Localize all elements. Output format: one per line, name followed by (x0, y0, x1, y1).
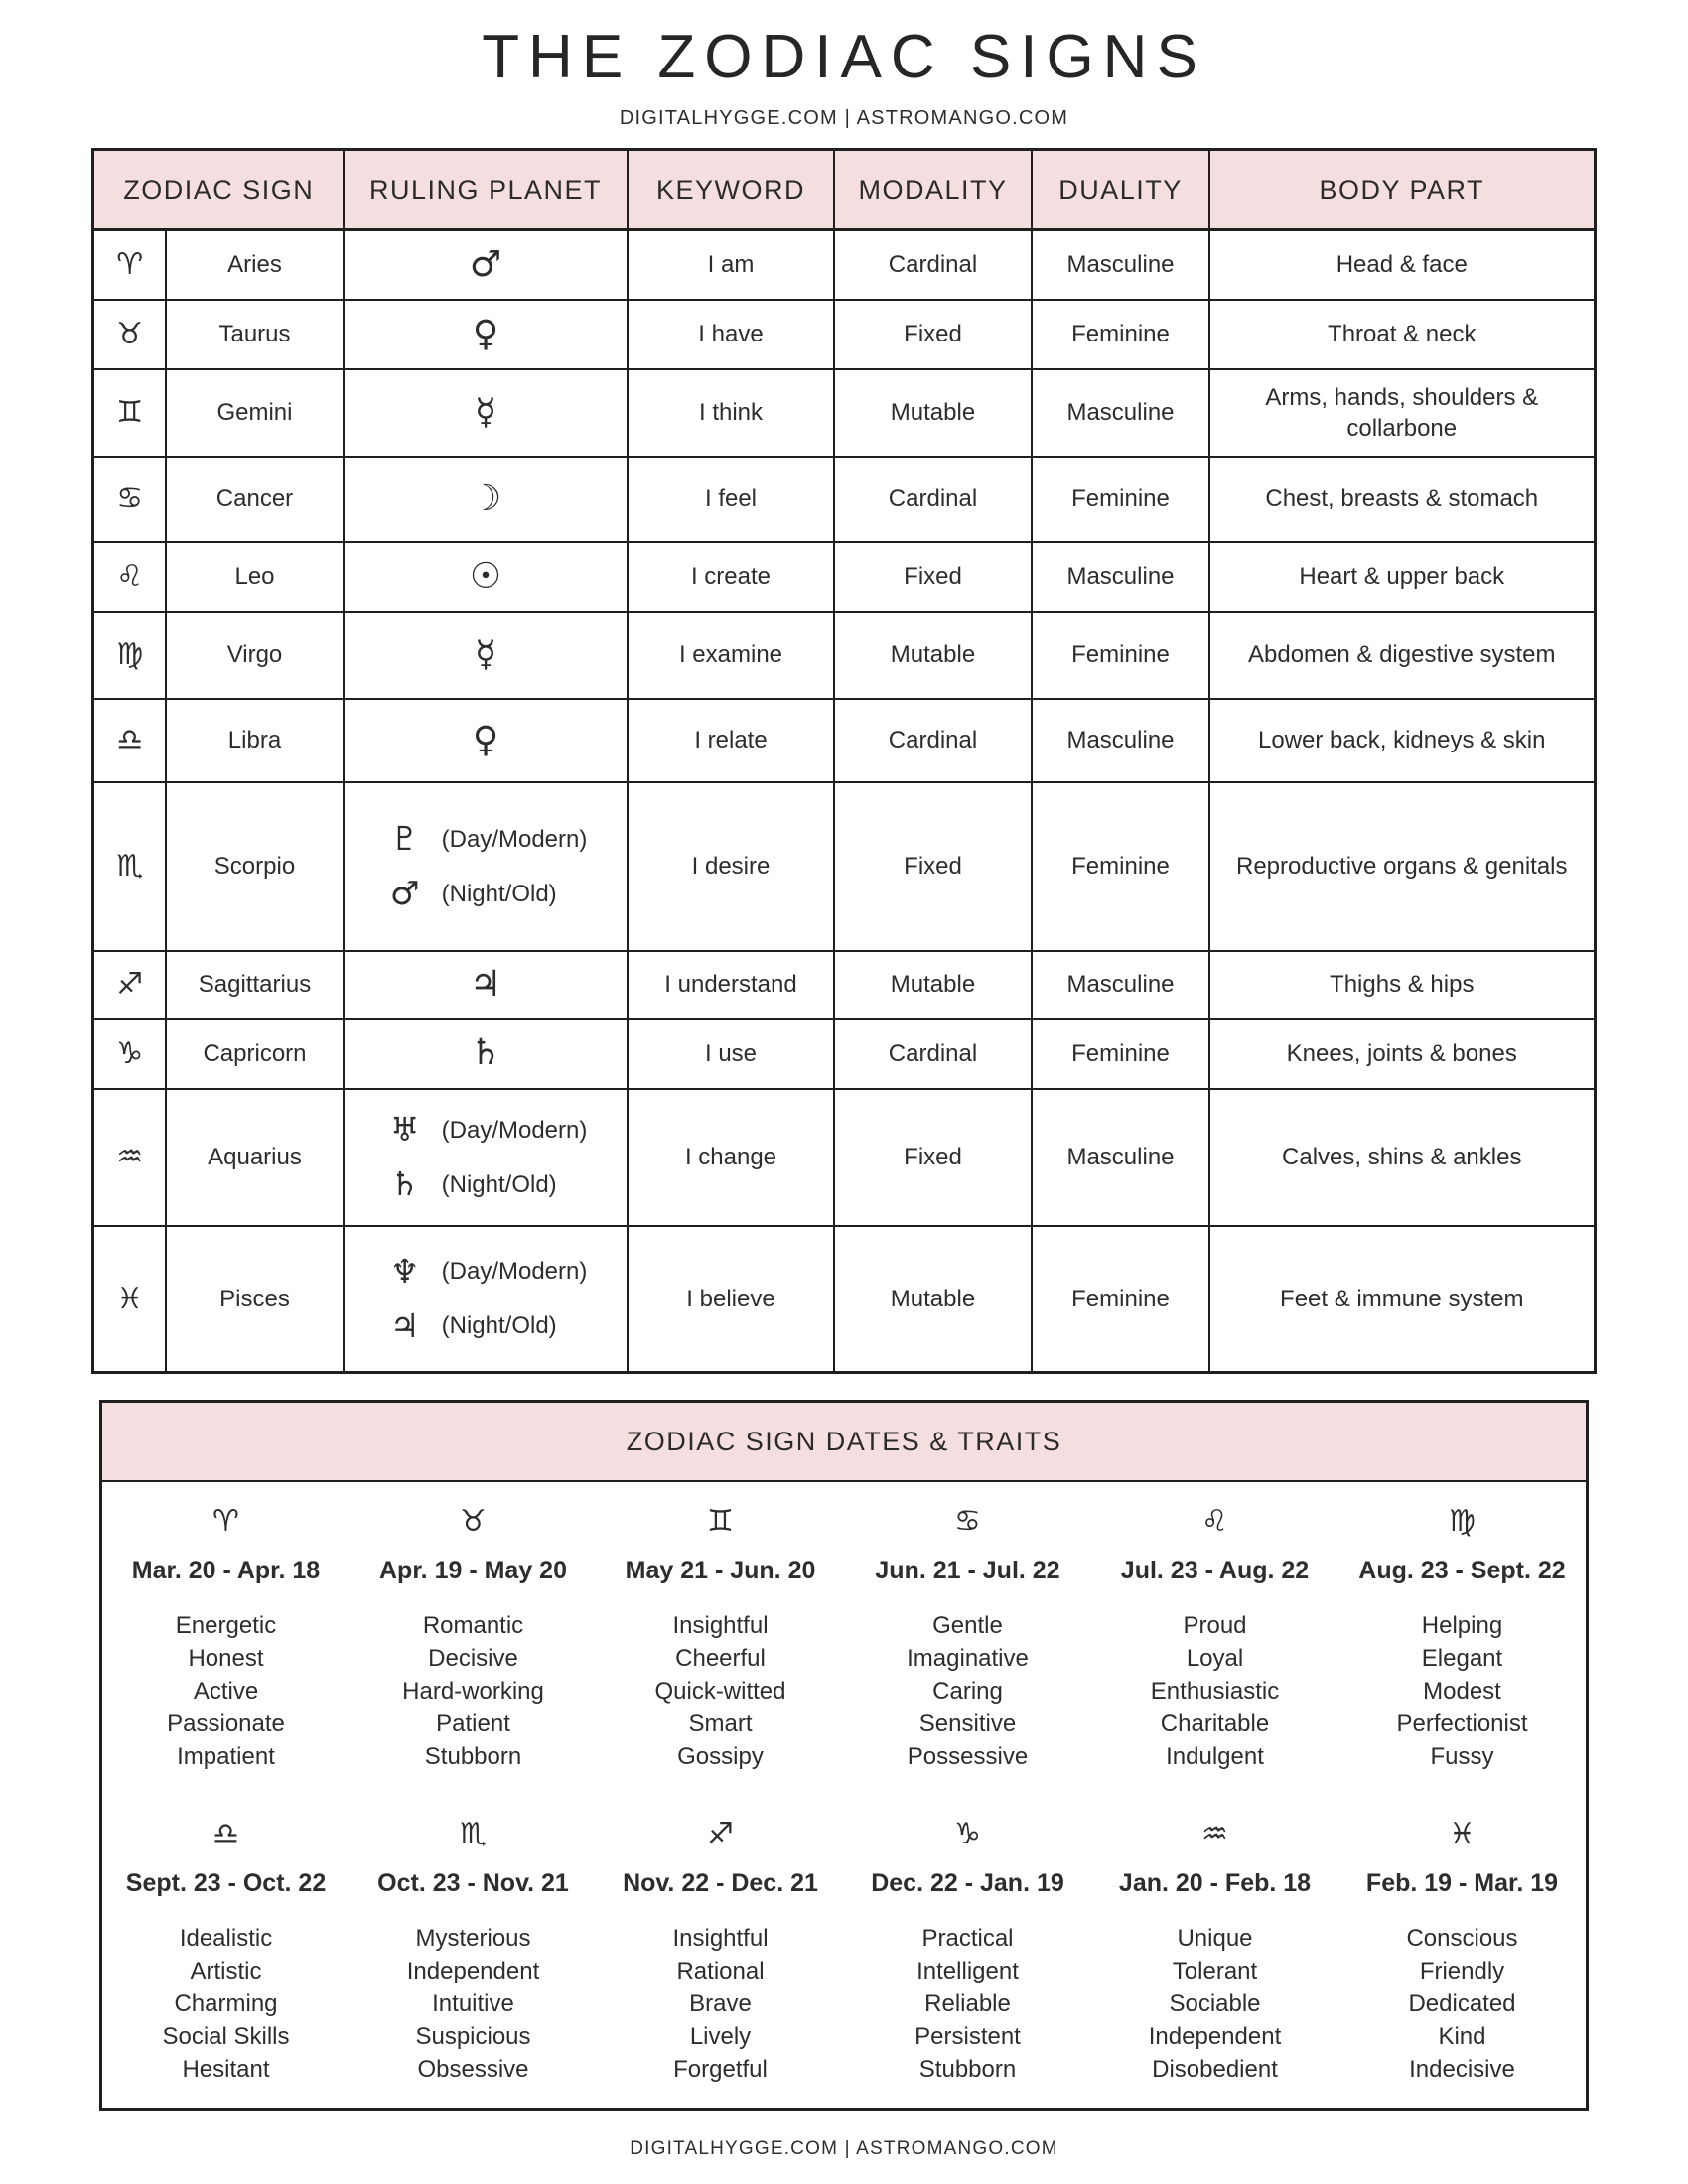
aries-modality: Cardinal (834, 230, 1032, 300)
uranus-icon: ♅ (389, 1110, 420, 1149)
mars-icon: ♂ (389, 874, 420, 912)
table-row-aquarius (93, 1089, 1595, 1226)
moon-icon: ☽ (469, 478, 502, 519)
sagittarius-name: Sagittarius (166, 951, 344, 1019)
trait-item: Unique (1177, 1925, 1253, 1952)
virgo-date-range: Aug. 23 - Sept. 22 (1358, 1557, 1566, 1584)
leo-date-range: Jul. 23 - Aug. 22 (1120, 1557, 1310, 1584)
trait-item: Sociable (1169, 1990, 1261, 2017)
capricorn-duality: Feminine (1032, 1019, 1209, 1089)
leo-duality: Masculine (1032, 542, 1209, 612)
sagittarius-ruling-planet-cell (344, 951, 628, 1019)
scorpio-icon: ♏ (460, 1817, 487, 1851)
capricorn-name: Capricorn (166, 1019, 344, 1089)
virgo-modality: Mutable (834, 612, 1032, 699)
libra-date-range: Sept. 23 - Oct. 22 (125, 1869, 327, 1897)
pisces-icon: ♓ (93, 1226, 166, 1373)
scorpio-icon: ♏ (93, 782, 166, 951)
dates-traits-section (99, 1400, 1589, 2111)
trait-item: Charitable (1160, 1710, 1270, 1737)
col-header-modality: MODALITY (834, 150, 1032, 230)
libra-icon: ♎ (93, 699, 166, 782)
zodiac-attributes-table (91, 148, 1596, 1374)
libra-keyword: I relate (628, 699, 834, 782)
trait-card-scorpio (350, 1795, 597, 2108)
planet-option (384, 1162, 588, 1206)
planet-option (384, 1250, 588, 1294)
trait-item: Fussy (1430, 1743, 1494, 1770)
scorpio-date-range: Oct. 23 - Nov. 21 (377, 1869, 569, 1897)
trait-item: Artistic (190, 1958, 262, 1984)
trait-item: Obsessive (417, 2056, 529, 2083)
page-title: THE ZODIAC SIGNS (482, 23, 1206, 91)
taurus-body-part: Throat & neck (1209, 300, 1595, 369)
table-row-scorpio (93, 782, 1595, 951)
jupiter-icon: ♃ (389, 1305, 420, 1345)
aries-date-range: Mar. 20 - Apr. 18 (131, 1557, 321, 1584)
sagittarius-trait-list (603, 1922, 838, 2086)
trait-item: Imaginative (907, 1645, 1029, 1672)
scorpio-planet-options (384, 806, 588, 926)
gemini-modality: Mutable (834, 369, 1032, 457)
trait-item: Insightful (672, 1925, 769, 1952)
sagittarius-duality: Masculine (1032, 951, 1209, 1019)
table-row-taurus (93, 300, 1595, 369)
aquarius-ruling-planet-cell (344, 1089, 628, 1226)
taurus-name: Taurus (166, 300, 344, 369)
sagittarius-keyword: I understand (628, 951, 834, 1019)
trait-item: Social Skills (162, 2023, 290, 2050)
trait-item: Charming (174, 1990, 278, 2017)
trait-item: Patient (436, 1710, 510, 1737)
aquarius-trait-list (1097, 1922, 1333, 2086)
capricorn-icon: ♑ (93, 1019, 166, 1089)
libra-trait-list (108, 1922, 344, 2086)
trait-card-aries (102, 1482, 350, 1795)
virgo-duality: Feminine (1032, 612, 1209, 699)
table-row-libra (93, 699, 1595, 782)
gemini-date-range: May 21 - Jun. 20 (625, 1557, 816, 1584)
scorpio-name: Scorpio (166, 782, 344, 951)
pisces-ruling-planet-cell (344, 1226, 628, 1373)
mercury-icon: ☿ (474, 391, 497, 433)
trait-item: Loyal (1186, 1645, 1244, 1672)
virgo-keyword: I examine (628, 612, 834, 699)
trait-item: Passionate (167, 1710, 285, 1737)
trait-item: Helping (1421, 1612, 1503, 1639)
leo-trait-list (1097, 1609, 1333, 1773)
virgo-name: Virgo (166, 612, 344, 699)
leo-icon: ♌ (1201, 1504, 1228, 1539)
trait-card-virgo (1338, 1482, 1586, 1795)
neptune-icon: ♆ (389, 1251, 420, 1291)
leo-modality: Fixed (834, 542, 1032, 612)
trait-item: Reliable (924, 1990, 1011, 2017)
capricorn-trait-list (850, 1922, 1085, 2086)
planet-note: (Day/Modern) (441, 1116, 588, 1144)
planet-note: (Day/Modern) (441, 825, 588, 853)
gemini-body-part: Arms, hands, shoulders & collarbone (1209, 369, 1595, 457)
trait-item: Hard-working (402, 1678, 544, 1705)
trait-item: Perfectionist (1396, 1710, 1528, 1737)
sagittarius-icon: ♐ (707, 1817, 734, 1851)
libra-modality: Cardinal (834, 699, 1032, 782)
aquarius-icon: ♒ (1201, 1817, 1228, 1851)
cancer-trait-list (850, 1609, 1085, 1773)
pisces-trait-list (1344, 1922, 1580, 2086)
planet-note: (Night/Old) (441, 1312, 557, 1340)
table-row-cancer (93, 457, 1595, 542)
capricorn-date-range: Dec. 22 - Jan. 19 (871, 1869, 1064, 1897)
table-row-gemini (93, 369, 1595, 457)
trait-card-leo (1091, 1482, 1338, 1795)
zodiac-table-body (93, 230, 1595, 1373)
gemini-ruling-planet-cell (344, 369, 628, 457)
taurus-icon: ♉ (460, 1504, 487, 1539)
trait-item: Romantic (422, 1612, 524, 1639)
pisces-date-range: Feb. 19 - Mar. 19 (1365, 1869, 1559, 1897)
capricorn-keyword: I use (628, 1019, 834, 1089)
trait-cards-grid (102, 1482, 1586, 2108)
gemini-name: Gemini (166, 369, 344, 457)
libra-body-part: Lower back, kidneys & skin (1209, 699, 1595, 782)
trait-item: Intuitive (432, 1990, 514, 2017)
trait-item: Independent (1148, 2023, 1282, 2050)
trait-item: Brave (689, 1990, 752, 2017)
mars-icon: ♂ (469, 243, 502, 285)
trait-item: Lively (689, 2023, 752, 2050)
capricorn-body-part: Knees, joints & bones (1209, 1019, 1595, 1089)
libra-duality: Masculine (1032, 699, 1209, 782)
trait-item: Possessive (907, 1743, 1029, 1770)
trait-card-sagittarius (597, 1795, 844, 2108)
sagittarius-icon: ♐ (93, 951, 166, 1019)
trait-item: Active (193, 1678, 259, 1705)
pluto-icon: ♇ (389, 819, 420, 858)
trait-item: Proud (1183, 1612, 1247, 1639)
pisces-body-part: Feet & immune system (1209, 1226, 1595, 1373)
trait-item: Disobedient (1152, 2056, 1278, 2083)
planet-option (384, 1108, 588, 1152)
trait-item: Forgetful (673, 2056, 768, 2083)
mercury-icon: ☿ (474, 633, 497, 675)
trait-item: Elegant (1421, 1645, 1503, 1672)
capricorn-icon: ♑ (954, 1817, 981, 1851)
trait-item: Persistent (914, 2023, 1021, 2050)
capricorn-modality: Cardinal (834, 1019, 1032, 1089)
aries-name: Aries (166, 230, 344, 300)
table-row-virgo (93, 612, 1595, 699)
trait-item: Gentle (932, 1612, 1003, 1639)
trait-item: Mysterious (415, 1925, 531, 1952)
taurus-date-range: Apr. 19 - May 20 (379, 1557, 567, 1584)
aries-keyword: I am (628, 230, 834, 300)
cancer-modality: Cardinal (834, 457, 1032, 542)
pisces-duality: Feminine (1032, 1226, 1209, 1373)
aquarius-keyword: I change (628, 1089, 834, 1226)
trait-item: Stubborn (424, 1743, 522, 1770)
trait-item: Indulgent (1166, 1743, 1264, 1770)
gemini-duality: Masculine (1032, 369, 1209, 457)
virgo-body-part: Abdomen & digestive system (1209, 612, 1595, 699)
trait-item: Impatient (177, 1743, 275, 1770)
aries-trait-list (108, 1609, 344, 1773)
taurus-trait-list (355, 1609, 591, 1773)
trait-item: Kind (1438, 2023, 1486, 2050)
trait-item: Honest (188, 1645, 264, 1672)
scorpio-modality: Fixed (834, 782, 1032, 951)
trait-item: Intelligent (916, 1958, 1019, 1984)
libra-name: Libra (166, 699, 344, 782)
venus-icon: ♀ (472, 719, 499, 760)
trait-card-taurus (350, 1482, 597, 1795)
libra-ruling-planet-cell (344, 699, 628, 782)
trait-item: Rational (676, 1958, 765, 1984)
trait-item: Idealistic (179, 1925, 273, 1952)
aquarius-icon: ♒ (93, 1089, 166, 1226)
aquarius-duality: Masculine (1032, 1089, 1209, 1226)
trait-item: Sensitive (918, 1710, 1017, 1737)
cancer-ruling-planet-cell (344, 457, 628, 542)
aries-duality: Masculine (1032, 230, 1209, 300)
cancer-body-part: Chest, breasts & stomach (1209, 457, 1595, 542)
planet-option (384, 872, 588, 915)
cancer-icon: ♋ (954, 1504, 981, 1539)
col-header-keyword: KEYWORD (628, 150, 834, 230)
trait-item: Caring (932, 1678, 1003, 1705)
pisces-name: Pisces (166, 1226, 344, 1373)
col-header-zodiac-sign: ZODIAC SIGN (93, 150, 344, 230)
sagittarius-modality: Mutable (834, 951, 1032, 1019)
jupiter-icon: ♃ (469, 963, 502, 1005)
footer-websites: DIGITALHYGGE.COM | ASTROMANGO.COM (630, 2138, 1058, 2159)
sagittarius-body-part: Thighs & hips (1209, 951, 1595, 1019)
libra-icon: ♎ (212, 1817, 239, 1851)
venus-icon: ♀ (472, 313, 499, 354)
planet-option (384, 817, 588, 861)
planet-option (384, 1304, 588, 1348)
virgo-icon: ♍ (1449, 1504, 1476, 1539)
cancer-icon: ♋ (93, 457, 166, 542)
planet-note: (Day/Modern) (441, 1258, 588, 1286)
virgo-ruling-planet-cell (344, 612, 628, 699)
col-header-body-part: BODY PART (1209, 150, 1595, 230)
pisces-icon: ♓ (1449, 1817, 1476, 1851)
trait-item: Smart (688, 1710, 753, 1737)
gemini-icon: ♊ (707, 1504, 734, 1539)
saturn-icon: ♄ (469, 1032, 502, 1073)
trait-item: Hesitant (182, 2056, 270, 2083)
planet-note: (Night/Old) (441, 880, 557, 907)
scorpio-ruling-planet-cell (344, 782, 628, 951)
trait-item: Stubborn (918, 2056, 1017, 2083)
aquarius-planet-options (384, 1097, 588, 1217)
table-row-pisces (93, 1226, 1595, 1373)
cancer-keyword: I feel (628, 457, 834, 542)
sagittarius-date-range: Nov. 22 - Dec. 21 (623, 1869, 818, 1897)
trait-item: Tolerant (1172, 1958, 1258, 1984)
taurus-icon: ♉ (93, 300, 166, 369)
leo-icon: ♌ (93, 542, 166, 612)
trait-item: Cheerful (675, 1645, 766, 1672)
trait-card-aquarius (1091, 1795, 1338, 2108)
scorpio-duality: Feminine (1032, 782, 1209, 951)
trait-card-cancer (844, 1482, 1091, 1795)
trait-item: Practical (921, 1925, 1014, 1952)
gemini-keyword: I think (628, 369, 834, 457)
capricorn-ruling-planet-cell (344, 1019, 628, 1089)
virgo-icon: ♍ (93, 612, 166, 699)
taurus-modality: Fixed (834, 300, 1032, 369)
trait-item: Indecisive (1409, 2056, 1515, 2083)
table-row-aries (93, 230, 1595, 300)
trait-item: Insightful (672, 1612, 769, 1639)
trait-item: Friendly (1419, 1958, 1505, 1984)
aries-icon: ♈ (93, 230, 166, 300)
pisces-modality: Mutable (834, 1226, 1032, 1373)
leo-keyword: I create (628, 542, 834, 612)
aquarius-name: Aquarius (166, 1089, 344, 1226)
trait-item: Suspicious (415, 2023, 531, 2050)
sun-icon: ☉ (469, 555, 502, 597)
table-row-leo (93, 542, 1595, 612)
scorpio-body-part: Reproductive organs & genitals (1209, 782, 1595, 951)
trait-card-libra (102, 1795, 350, 2108)
pisces-keyword: I believe (628, 1226, 834, 1373)
trait-card-gemini (597, 1482, 844, 1795)
pisces-planet-options (384, 1239, 588, 1359)
source-websites-top: DIGITALHYGGE.COM | ASTROMANGO.COM (619, 107, 1069, 129)
table-header-row (93, 150, 1595, 230)
aries-body-part: Head & face (1209, 230, 1595, 300)
trait-item: Conscious (1406, 1925, 1518, 1952)
trait-item: Decisive (428, 1645, 518, 1672)
trait-item: Gossipy (677, 1743, 764, 1770)
aries-ruling-planet-cell (344, 230, 628, 300)
leo-body-part: Heart & upper back (1209, 542, 1595, 612)
taurus-duality: Feminine (1032, 300, 1209, 369)
gemini-trait-list (603, 1609, 838, 1773)
aquarius-date-range: Jan. 20 - Feb. 18 (1118, 1869, 1312, 1897)
cancer-duality: Feminine (1032, 457, 1209, 542)
trait-item: Energetic (175, 1612, 277, 1639)
leo-ruling-planet-cell (344, 542, 628, 612)
saturn-icon: ♄ (389, 1164, 420, 1203)
leo-name: Leo (166, 542, 344, 612)
dates-traits-title: ZODIAC SIGN DATES & TRAITS (102, 1403, 1586, 1482)
trait-item: Dedicated (1408, 1990, 1516, 2017)
scorpio-keyword: I desire (628, 782, 834, 951)
trait-card-pisces (1338, 1795, 1586, 2108)
aquarius-body-part: Calves, shins & ankles (1209, 1089, 1595, 1226)
table-row-sagittarius (93, 951, 1595, 1019)
table-row-capricorn (93, 1019, 1595, 1089)
virgo-trait-list (1344, 1609, 1580, 1773)
cancer-date-range: Jun. 21 - Jul. 22 (875, 1557, 1060, 1584)
trait-card-capricorn (844, 1795, 1091, 2108)
planet-note: (Night/Old) (441, 1170, 557, 1198)
aries-icon: ♈ (212, 1504, 239, 1539)
trait-item: Independent (406, 1958, 540, 1984)
gemini-icon: ♊ (93, 369, 166, 457)
scorpio-trait-list (355, 1922, 591, 2086)
col-header-duality: DUALITY (1032, 150, 1209, 230)
aquarius-modality: Fixed (834, 1089, 1032, 1226)
trait-item: Modest (1423, 1678, 1501, 1705)
cancer-name: Cancer (166, 457, 344, 542)
trait-item: Enthusiastic (1150, 1678, 1280, 1705)
taurus-ruling-planet-cell (344, 300, 628, 369)
col-header-ruling-planet: RULING PLANET (344, 150, 628, 230)
taurus-keyword: I have (628, 300, 834, 369)
trait-item: Quick-witted (654, 1678, 786, 1705)
